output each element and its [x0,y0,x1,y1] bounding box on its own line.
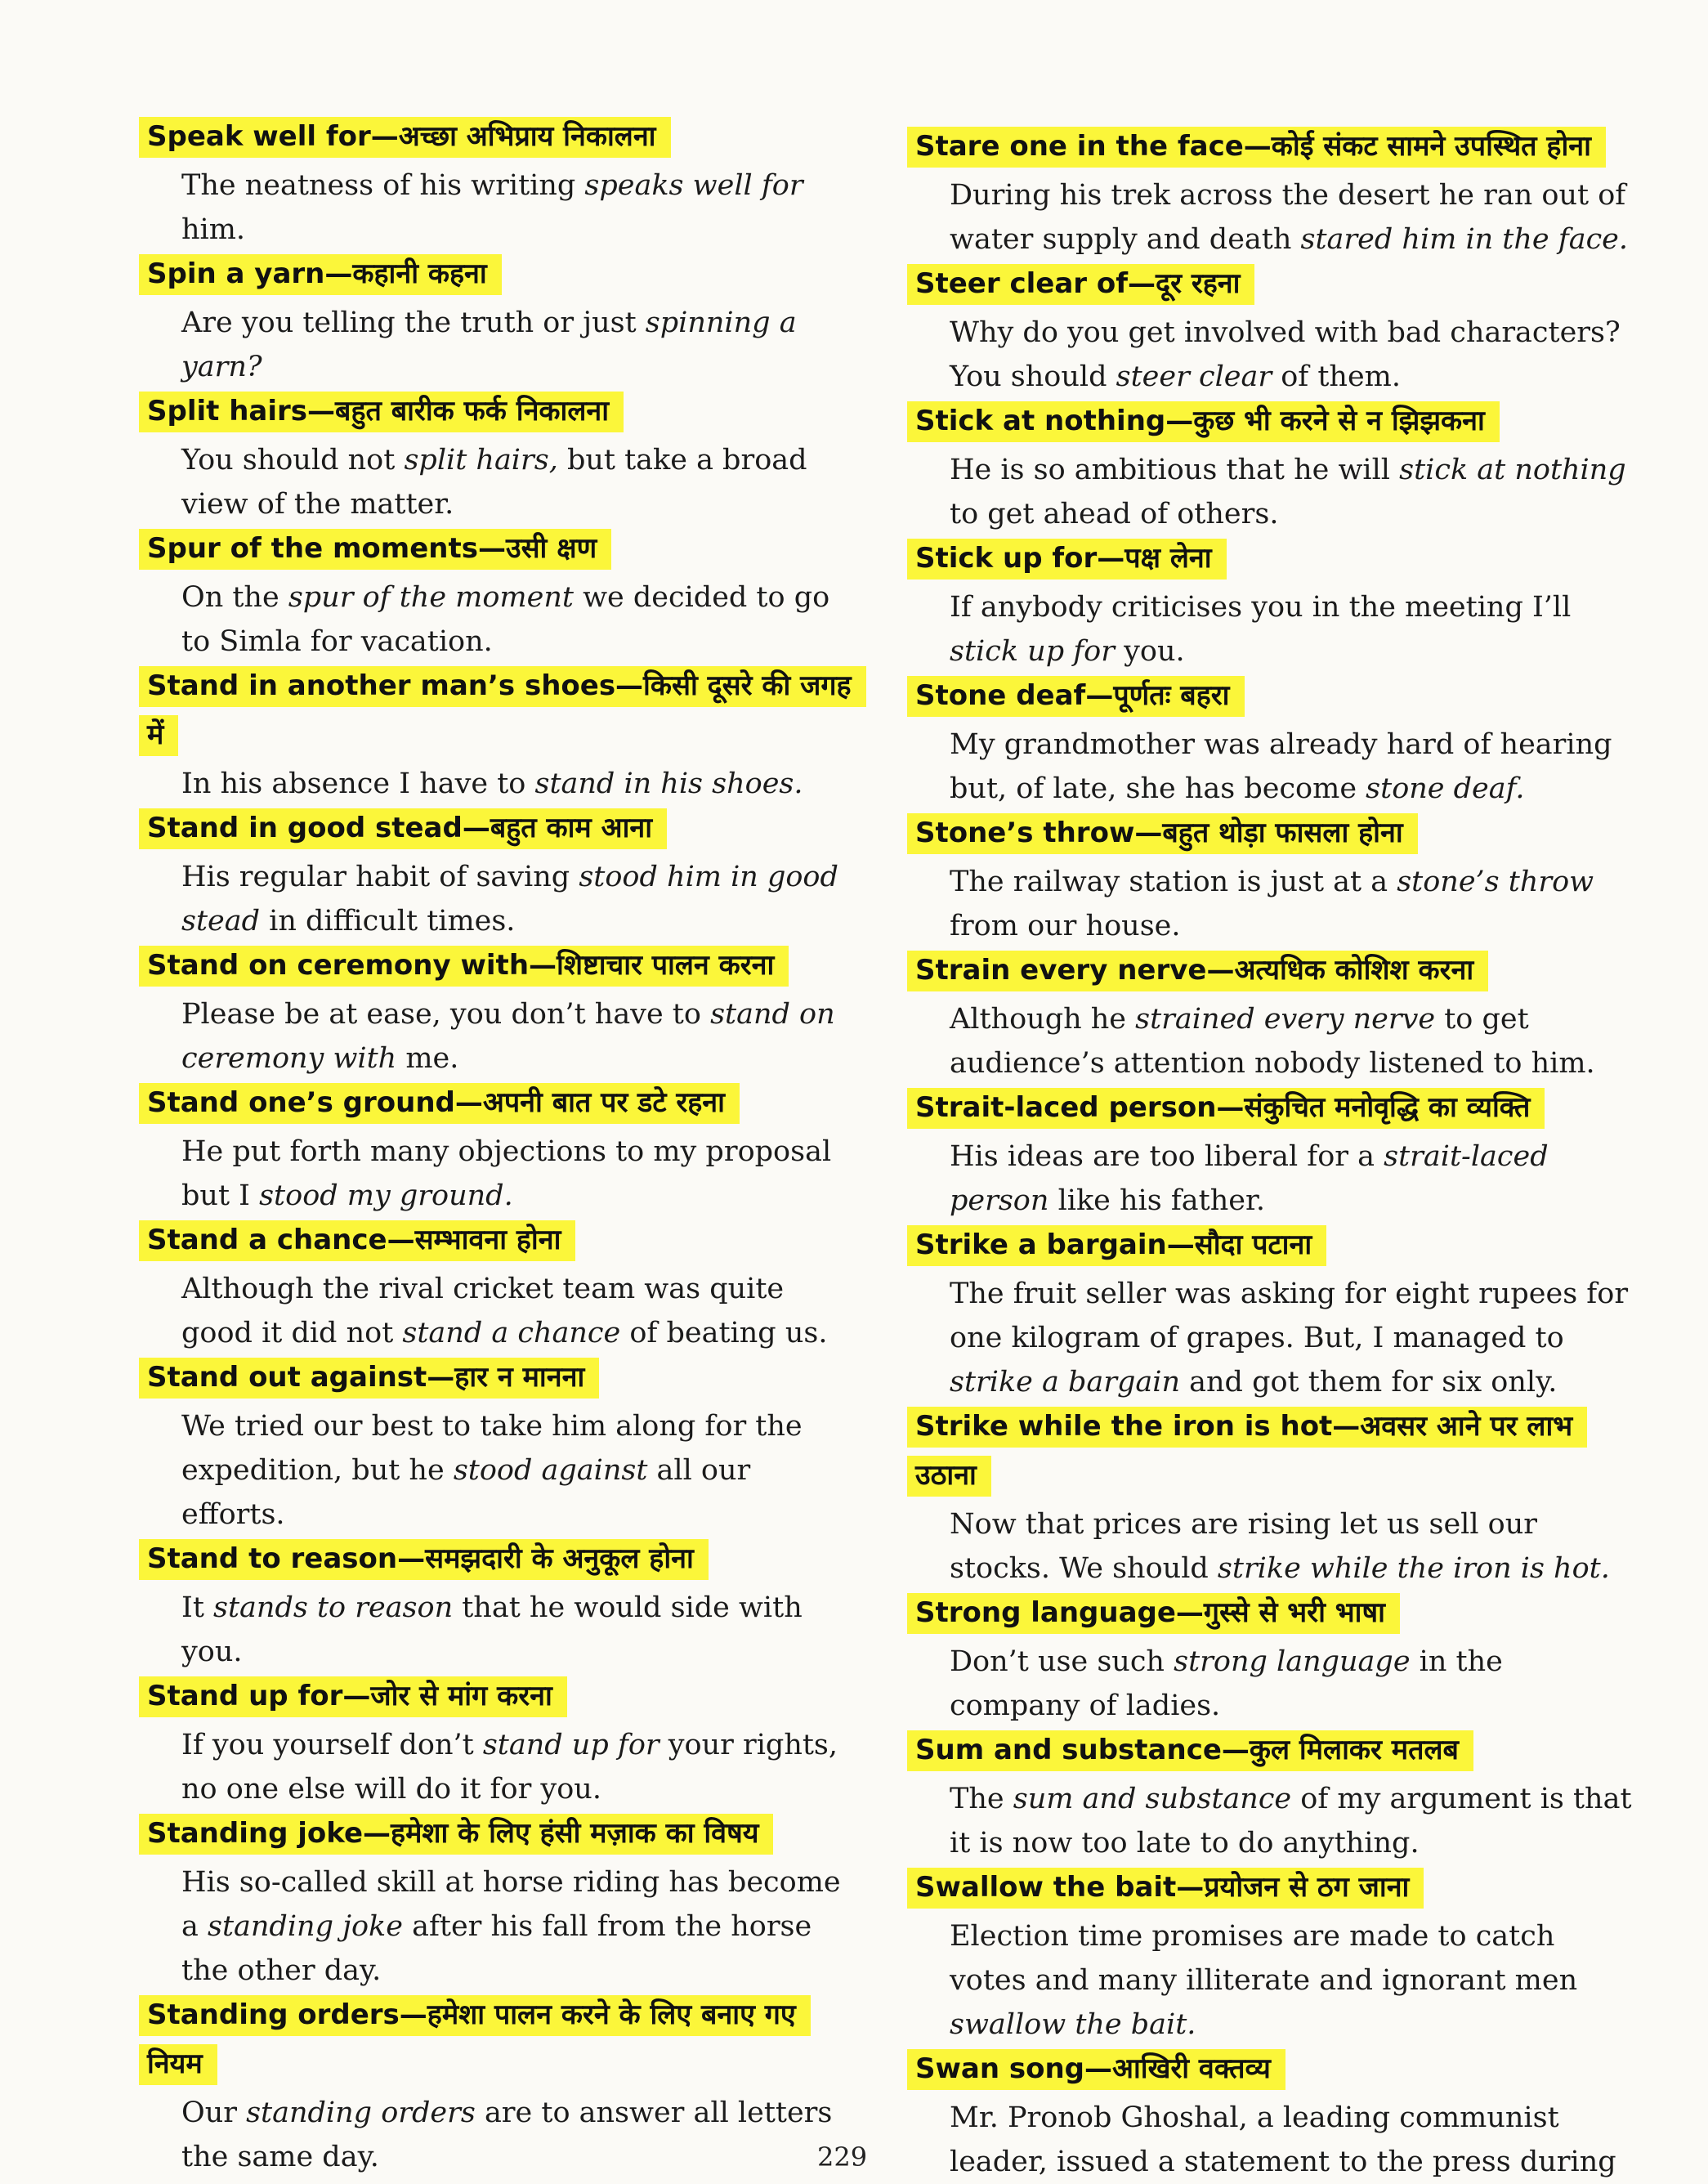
example-text: Why do you get involved with bad characters? You should [950,316,1621,393]
example-text: to get ahead of others. [950,498,1279,530]
idiom-heading: Stand on ceremony with—शिष्टाचार पालन करना [139,946,789,987]
example-text: Although he [950,1003,1136,1036]
idiom-heading: Strike a bargain—सौदा पटाना [907,1225,1326,1266]
example-text: of them. [1272,360,1401,393]
idiom-entry [907,811,1634,948]
example-text: His regular habit of saving [181,861,579,893]
idiom-heading: Stand in good stead—बहुत काम आना [139,808,667,849]
example-text: after his fall from the horse the other day. [181,1910,812,1987]
idiom-example [950,723,1634,811]
idiom-example [181,762,858,806]
idiom-usage: stone deaf. [1366,772,1525,805]
idiom-example [181,1130,858,1218]
example-text: of my argument is that it is now too late to do anything. [950,1783,1632,1860]
idiom-example [950,1777,1634,1865]
idiom-example [181,301,858,389]
idiom-example [950,2096,1634,2184]
idiom-entry [907,1728,1634,1865]
idiom-usage: strike while the iron is hot. [1217,1552,1610,1585]
example-text: Don’t use such [950,1645,1174,1678]
idiom-heading: Strike while the iron is hot—अवसर आने पर लाभ उठाना [907,1407,1587,1497]
idiom-usage: stood him in good stead [181,861,838,938]
example-text: The [950,1783,1013,1815]
idiom-example [181,575,858,664]
idiom-entry [139,1537,858,1674]
idiom-example [950,1914,1634,2047]
idiom-heading: Swallow the bait—प्रयोजन से ठग जाना [907,1868,1424,1909]
idiom-heading: Stand out against—हार न मानना [139,1358,599,1399]
idiom-heading: Stick at nothing—कुछ भी करने से न झिझकना [907,401,1500,442]
idiom-usage: spur of the moment [288,581,574,614]
idiom-example [950,448,1634,536]
idiom-entry [139,114,858,252]
idiom-example [950,1135,1634,1223]
idiom-heading: Stone’s throw—बहुत थोड़ा फासला होना [907,813,1418,854]
idiom-usage: stand in his shoes. [534,768,803,800]
idiom-entry [907,1404,1634,1591]
example-text: we decided to go to Simla for vacation. [181,581,830,658]
example-text: Election time promises are made to catch votes and many illiterate and ignorant men [950,1920,1578,1997]
idiom-entry [139,1355,858,1537]
idiom-usage: split hairs, [404,444,558,477]
idiom-example [950,997,1634,1085]
idiom-usage: stick up for [950,635,1115,668]
idiom-example [181,855,858,943]
idiom-heading: Standing joke—हमेशा के लिए हंसी मज़ाक का विषय [139,1814,773,1855]
example-text: in the company of ladies. [950,1645,1503,1722]
example-text: and got them for six only. [1180,1366,1558,1399]
idiom-example [950,585,1634,674]
idiom-entry [907,948,1634,1085]
example-text: Now that prices are rising let us sell our stocks. We should [950,1508,1538,1585]
idiom-entry [139,389,858,526]
idiom-heading: Swan song—आखिरी वक्तव्य [907,2049,1285,2090]
example-text: You should not [181,444,405,477]
idiom-entry [139,526,858,664]
idiom-entry [907,674,1634,811]
idiom-heading: Stone deaf—पूर्णतः बहरा [907,676,1245,717]
idiom-heading: Stand one’s ground—अपनी बात पर डटे रहना [139,1083,740,1124]
idiom-entry [139,1674,858,1811]
idiom-usage: stands to reason [213,1591,454,1624]
example-text: During his trek across the desert he ran out of water supply and death [950,179,1626,256]
idiom-entry [907,1085,1634,1223]
example-text: He is so ambitious that he will [950,454,1400,486]
idiom-usage: strait-laced person [950,1140,1549,1217]
example-text: The railway station is just at a [950,866,1397,898]
idiom-usage: strong language [1174,1645,1411,1678]
idiom-entry [907,262,1634,399]
idiom-example [181,1860,858,1993]
idiom-usage: speaks well for [584,169,803,202]
idiom-heading: Stand to reason—समझदारी के अनुकूल होना [139,1539,709,1580]
idiom-usage: steer clear [1116,360,1272,393]
idiom-usage: spinning a yarn? [181,307,797,383]
idiom-entry [139,1993,858,2179]
example-text: His ideas are too liberal for a [950,1140,1384,1173]
idiom-example [950,173,1634,262]
right-column [907,124,1634,2184]
idiom-usage: stick at nothing [1399,454,1626,486]
example-text: in difficult times. [260,905,516,938]
idiom-heading: Strait-laced person—संकुचित मनोवृद्धि का व्यक्ति [907,1088,1545,1129]
idiom-entry [139,1811,858,1993]
example-text: him. [181,213,246,246]
example-text: from our house. [950,910,1181,942]
example-text: Mr. Pronob Ghoshal, a leading communist leader, issued a statement to the press during [950,2101,1616,2178]
idiom-entry [139,252,858,389]
example-text: that he would side with you. [181,1591,803,1668]
example-text: In his absence I have to [181,768,535,800]
idiom-example [950,860,1634,948]
idiom-usage: swallow the bait. [950,2008,1196,2041]
idiom-entry [139,1218,858,1355]
idiom-heading: Speak well for—अच्छा अभिप्राय निकालना [139,117,671,158]
idiom-entry [139,806,858,943]
example-text: If anybody criticises you in the meeting I’ll [950,591,1572,624]
example-text: If you yourself don’t [181,1729,483,1761]
idiom-entry [139,943,858,1081]
idiom-example [181,438,858,526]
idiom-entry [139,1081,858,1218]
idiom-example [181,992,858,1081]
idiom-entry [907,399,1634,536]
idiom-entry [907,1865,1634,2047]
example-text: of beating us. [620,1317,828,1349]
example-text: My grandmother was already hard of hearing but, of late, she has become [950,728,1612,805]
example-text: your rights, no one else will do it for you. [181,1729,838,1806]
idiom-usage: stood my ground. [259,1179,513,1212]
idiom-example [950,1502,1634,1591]
idiom-example [181,1586,858,1674]
idiom-example [181,1723,858,1811]
idiom-usage: stood against [453,1454,648,1487]
example-text: He put forth many objections to my proposal but I [181,1135,832,1212]
idiom-heading: Stand a chance—सम्भावना होना [139,1220,575,1261]
idiom-heading: Stick up for—पक्ष लेना [907,539,1227,580]
left-column [139,114,858,2179]
example-text: The neatness of his writing [181,169,585,202]
idiom-usage: standing joke [208,1910,403,1943]
idiom-example [181,1267,858,1355]
example-text: Please be at ease, you don’t have to [181,998,711,1031]
example-text: all our efforts. [181,1454,751,1531]
idiom-heading: Stare one in the face—कोई संकट सामने उपस्थित होना [907,127,1606,168]
idiom-example [181,2091,858,2179]
idiom-heading: Strain every nerve—अत्यधिक कोशिश करना [907,951,1488,991]
page-number: 229 [817,2141,868,2173]
idiom-usage: stone’s throw [1397,866,1594,898]
idiom-usage: stand a chance [402,1317,621,1349]
example-text: Although the rival cricket team was quite good it did not [181,1273,785,1349]
idiom-usage: strained every nerve [1135,1003,1436,1036]
idiom-example [181,163,858,252]
example-text: Are you telling the truth or just [181,307,646,339]
idiom-heading: Split hairs—बहुत बारीक फर्क निकालना [139,392,624,432]
example-text: On the [181,581,288,614]
idiom-example [950,1272,1634,1404]
idiom-usage: sum and substance [1013,1783,1292,1815]
idiom-entry [907,2047,1634,2184]
example-text: The fruit seller was asking for eight rupees for one kilogram of grapes. But, I managed to [950,1278,1629,1354]
idiom-usage: stand up for [482,1729,660,1761]
idiom-heading: Stand in another man’s shoes—किसी दूसरे की जगह में [139,666,866,756]
idiom-example [950,1640,1634,1728]
idiom-usage: strike a bargain [950,1366,1180,1399]
idiom-example [181,1404,858,1537]
example-text: We tried our best to take him along for the expedition, but he [181,1410,803,1487]
example-text: Our [181,2097,247,2129]
idiom-usage: stand on ceremony with [181,998,835,1075]
idiom-heading: Standing orders—हमेशा पालन करने के लिए बनाए गए नियम [139,1995,811,2085]
idiom-entry [907,536,1634,674]
example-text: like his father. [1048,1184,1265,1217]
idiom-entry [907,124,1634,262]
idiom-heading: Spur of the moments—उसी क्षण [139,529,611,570]
idiom-example [950,311,1634,399]
idiom-heading: Spin a yarn—कहानी कहना [139,254,502,295]
idiom-usage: standing orders [246,2097,476,2129]
idiom-entry [907,1223,1634,1404]
idiom-heading: Steer clear of—दूर रहना [907,264,1254,305]
idiom-entry [139,664,858,806]
example-text: His so-called skill at horse riding has become a [181,1866,841,1943]
idiom-heading: Strong language—गुस्से से भरी भाषा [907,1593,1400,1634]
example-text: but take a broad view of the matter. [181,444,807,521]
idiom-usage: stared him in the face. [1300,223,1629,256]
idiom-heading: Sum and substance—कुल मिलाकर मतलब [907,1730,1473,1771]
example-text: you. [1115,635,1185,668]
example-text: are to answer all letters the same day. [181,2097,833,2173]
example-text: It [181,1591,214,1624]
idiom-entry [907,1591,1634,1728]
example-text: to get audience’s attention nobody listened to him. [950,1003,1595,1080]
idiom-heading: Stand up for—जोर से मांग करना [139,1676,567,1717]
example-text: me. [396,1042,459,1075]
